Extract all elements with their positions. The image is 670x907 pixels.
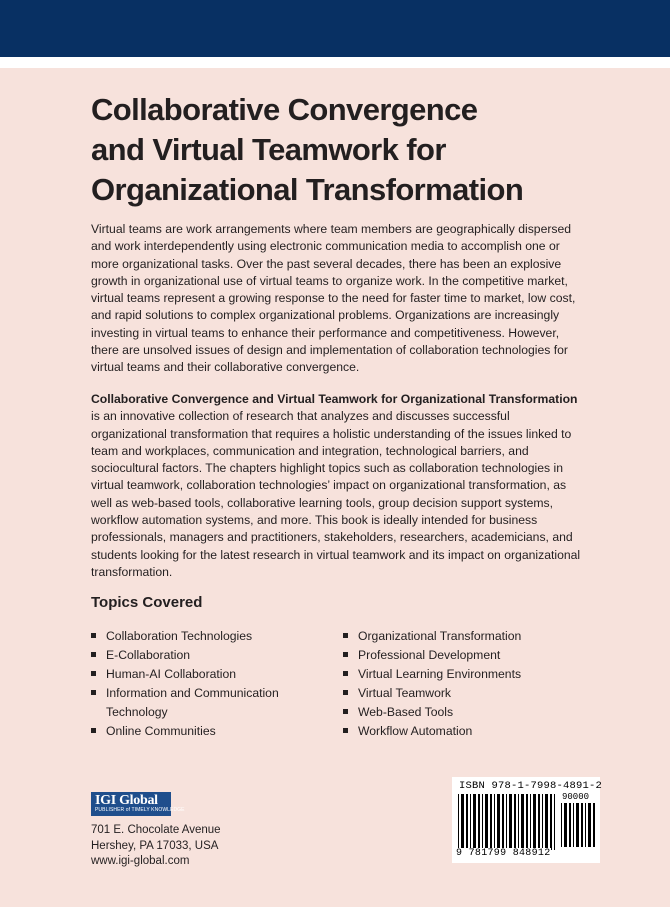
topic-label: E-Collaboration bbox=[106, 648, 191, 662]
book-title bbox=[91, 90, 611, 210]
barcode-stripe bbox=[585, 803, 586, 847]
square-bullet-icon bbox=[91, 652, 96, 657]
publisher-logo bbox=[91, 792, 185, 816]
topic-label: Collaboration Technologies bbox=[106, 629, 253, 643]
topic-item bbox=[343, 684, 583, 703]
description-paragraph-2 bbox=[91, 391, 581, 581]
barcode-stripe bbox=[564, 803, 567, 847]
description-paragraph-1: Virtual teams are work arrangements where team members are geographically dispersed and work interdependently using electronic communication media to accomplish one or more organizational tasks. Over the past several decades, there has been an explosive growth in organizational use of virtual teams to organize work. In the competitive market, virtual teams represent a growing response to the need for faster time to market, low cost, and rapid solutions to complex organizational problems. Organizations are increasingly investing in virtual teams to enhance their performance and competitiveness. However, there are unsolved issues of design and implementation of collaboration technologies for virtual teams and their collaborative convergence. bbox=[91, 222, 576, 375]
square-bullet-icon bbox=[343, 728, 348, 733]
topic-label: Web-Based Tools bbox=[358, 705, 454, 719]
barcode-addon-number: 90000 bbox=[562, 792, 590, 802]
square-bullet-icon bbox=[343, 652, 348, 657]
logo-tagline: PUBLISHER of TIMELY KNOWLEDGE bbox=[95, 807, 185, 813]
topic-label: Professional Development bbox=[358, 648, 501, 662]
barcode-stripe bbox=[561, 803, 562, 847]
topic-item bbox=[91, 665, 311, 684]
barcode-stripe bbox=[478, 794, 480, 850]
publisher-website: www.igi-global.com bbox=[91, 855, 190, 867]
topics-list-right bbox=[343, 627, 583, 741]
topic-item bbox=[343, 722, 583, 741]
topic-label: Online Communities bbox=[106, 724, 216, 738]
title-line-2: and Virtual Teamwork for bbox=[91, 132, 446, 167]
barcode-bars bbox=[458, 794, 558, 852]
barcode-stripe bbox=[521, 794, 524, 850]
topic-label: Workflow Automation bbox=[358, 724, 473, 738]
topic-item bbox=[91, 646, 311, 665]
top-color-band bbox=[0, 0, 670, 57]
barcode-stripe bbox=[494, 794, 495, 850]
description-paragraph-2-text: is an innovative collection of research that analyzes and discusses successful organizational transformation that requires a holistic understanding of the issues linked to team and workplaces, communication and integration, technological barriers, and sociocultural factors. The chapters highlight topics such as collaboration technologies in virtual teamwork, collaboration technologies’ impact on organizational transformation, as well as web-based tools, collaborative learning tools, group decision support systems, workflow automation systems, and more. This book is ideally intended for business professionals, managers and practitioners, stakeholders, researchers, academicians, and students looking for the latest research in virtual teamwork and its impact on organizational transformation. bbox=[91, 409, 581, 579]
topic-label: Virtual Teamwork bbox=[358, 686, 452, 700]
barcode-stripe bbox=[458, 794, 459, 850]
topic-label: Organizational Transformation bbox=[358, 629, 522, 643]
address-line-2: Hershey, PA 17033, USA bbox=[91, 839, 219, 852]
barcode-stripe bbox=[550, 794, 552, 850]
barcode-stripe bbox=[518, 794, 519, 850]
square-bullet-icon bbox=[91, 690, 96, 695]
topics-list-left bbox=[91, 627, 311, 741]
title-line-3: Organizational Transformation bbox=[91, 172, 524, 207]
barcode-stripe bbox=[554, 794, 555, 850]
topics-heading: Topics Covered bbox=[91, 594, 203, 611]
barcode-stripe bbox=[473, 794, 476, 850]
topic-item bbox=[343, 665, 583, 684]
description-book-title: Collaborative Convergence and Virtual Teamwork for Organizational Transformation bbox=[91, 392, 578, 406]
barcode-stripe bbox=[502, 794, 504, 850]
square-bullet-icon bbox=[343, 709, 348, 714]
topic-item bbox=[91, 684, 311, 722]
barcode-stripe bbox=[470, 794, 471, 850]
barcode-stripe bbox=[482, 794, 483, 850]
square-bullet-icon bbox=[343, 671, 348, 676]
logo-name: IGI Global bbox=[95, 793, 158, 808]
barcode-stripe bbox=[573, 803, 574, 847]
barcode-stripe bbox=[466, 794, 468, 850]
topic-item bbox=[91, 722, 311, 741]
barcode-stripe bbox=[538, 794, 540, 850]
topic-label: Information and Communication Technology bbox=[106, 686, 279, 719]
address-line-1: 701 E. Chocolate Avenue bbox=[91, 824, 221, 836]
square-bullet-icon bbox=[343, 690, 348, 695]
topic-item bbox=[91, 627, 311, 646]
barcode-stripe bbox=[569, 803, 571, 847]
topic-item bbox=[343, 703, 583, 722]
white-divider-strip bbox=[0, 57, 670, 68]
title-line-1: Collaborative Convergence bbox=[91, 92, 478, 127]
barcode-stripe bbox=[588, 803, 591, 847]
square-bullet-icon bbox=[91, 671, 96, 676]
barcode-stripe bbox=[533, 794, 536, 850]
barcode-stripe bbox=[581, 803, 583, 847]
topic-label: Virtual Learning Environments bbox=[358, 667, 522, 681]
barcode-stripe bbox=[545, 794, 548, 850]
barcode-number: 9 781799 848912 bbox=[456, 848, 551, 859]
topic-label: Human-AI Collaboration bbox=[106, 667, 237, 681]
topic-item bbox=[343, 646, 583, 665]
barcode-stripe bbox=[506, 794, 507, 850]
topic-item bbox=[343, 627, 583, 646]
barcode-stripe bbox=[593, 803, 595, 847]
barcode-addon-bars bbox=[561, 803, 597, 848]
isbn-text: ISBN 978-1-7998-4891-2 bbox=[459, 780, 603, 792]
publisher-address bbox=[91, 823, 221, 870]
square-bullet-icon bbox=[343, 633, 348, 638]
barcode-stripe bbox=[485, 794, 488, 850]
square-bullet-icon bbox=[91, 728, 96, 733]
barcode-stripe bbox=[530, 794, 531, 850]
square-bullet-icon bbox=[91, 633, 96, 638]
isbn-barcode bbox=[452, 777, 603, 863]
barcode-stripe bbox=[514, 794, 516, 850]
barcode-stripe bbox=[461, 794, 464, 850]
barcode-stripe bbox=[509, 794, 512, 850]
barcode-stripe bbox=[526, 794, 528, 850]
barcode-stripe bbox=[576, 803, 579, 847]
barcode-stripe bbox=[497, 794, 500, 850]
barcode-stripe bbox=[542, 794, 543, 850]
barcode-stripe bbox=[490, 794, 492, 850]
